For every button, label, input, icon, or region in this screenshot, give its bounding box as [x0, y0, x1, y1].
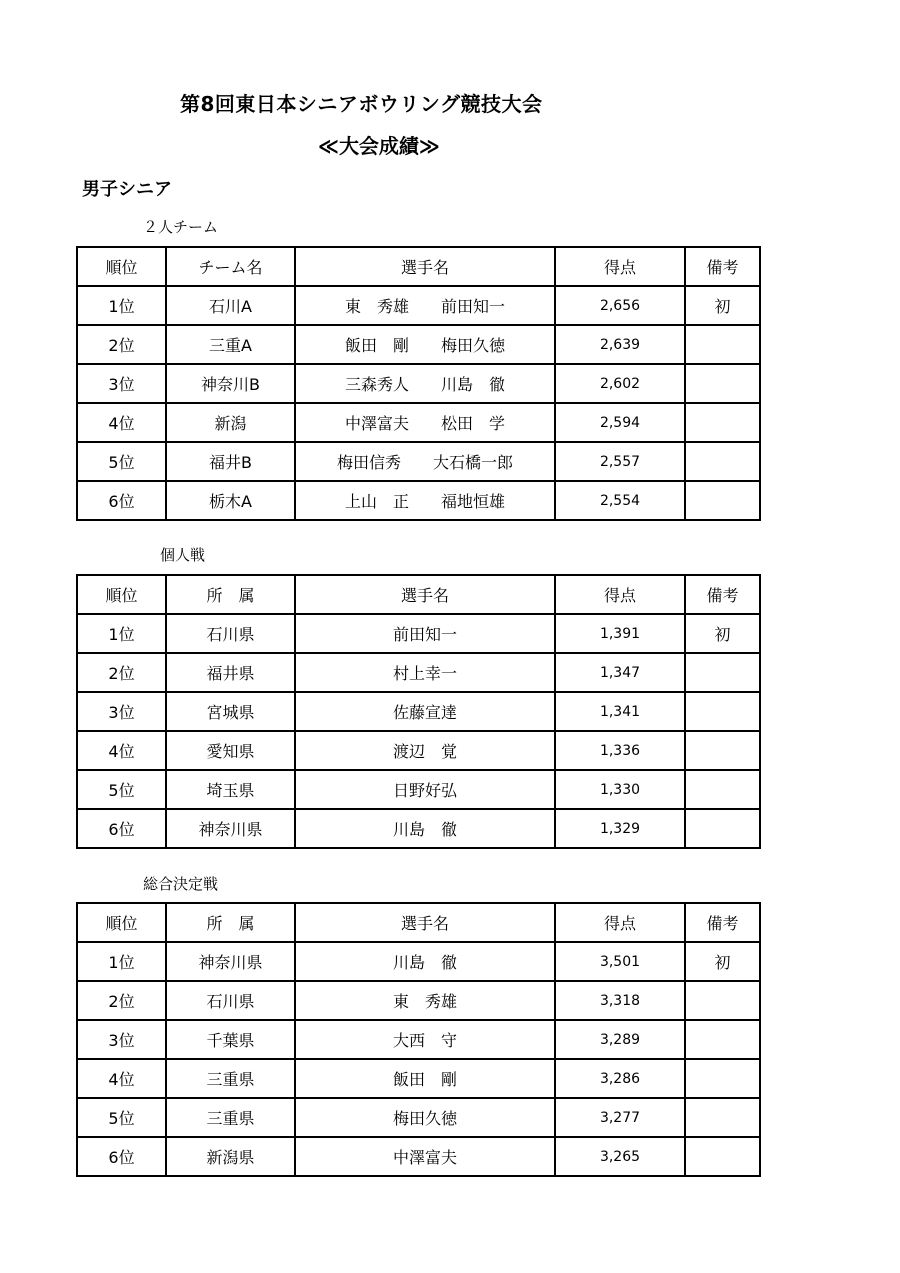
affiliation-cell: 千葉県 — [166, 1020, 295, 1059]
affiliation-cell: 埼玉県 — [166, 770, 295, 809]
score-cell: 3,277 — [555, 1098, 685, 1137]
results-table-overall — [76, 902, 761, 1177]
affiliation-cell: 三重県 — [166, 1059, 295, 1098]
header-players: 選手名 — [295, 903, 555, 942]
affiliation-cell: 三重県 — [166, 1098, 295, 1137]
rank-cell: 1位 — [77, 942, 166, 981]
table-row — [77, 692, 760, 731]
score-cell: 1,391 — [555, 614, 685, 653]
header-note: 備考 — [685, 247, 760, 286]
table-row — [77, 325, 760, 364]
players-cell: 村上幸一 — [295, 653, 555, 692]
note-cell — [685, 325, 760, 364]
table-row — [77, 364, 760, 403]
rank-cell: 2位 — [77, 981, 166, 1020]
results-table-team — [76, 246, 761, 521]
rank-cell: 2位 — [77, 653, 166, 692]
table-header-row — [77, 247, 760, 286]
header-note: 備考 — [685, 575, 760, 614]
table-row — [77, 809, 760, 848]
players-cell: 中澤富夫 — [295, 1137, 555, 1176]
players-cell: 東 秀雄 前田知一 — [295, 286, 555, 325]
players-cell: 日野好弘 — [295, 770, 555, 809]
players-cell: 三森秀人 川島 徹 — [295, 364, 555, 403]
note-cell — [685, 731, 760, 770]
score-cell: 2,554 — [555, 481, 685, 520]
players-cell: 川島 徹 — [295, 942, 555, 981]
note-cell — [685, 809, 760, 848]
rank-cell: 5位 — [77, 442, 166, 481]
table-header-row — [77, 575, 760, 614]
table-row — [77, 403, 760, 442]
players-cell: 前田知一 — [295, 614, 555, 653]
rank-cell: 1位 — [77, 614, 166, 653]
score-cell: 3,318 — [555, 981, 685, 1020]
rank-cell: 3位 — [77, 692, 166, 731]
rank-cell: 5位 — [77, 770, 166, 809]
note-cell — [685, 981, 760, 1020]
players-cell: 大西 守 — [295, 1020, 555, 1059]
note-cell — [685, 1059, 760, 1098]
header-score: 得点 — [555, 903, 685, 942]
players-cell: 梅田久徳 — [295, 1098, 555, 1137]
table-row — [77, 614, 760, 653]
header-rank: 順位 — [77, 247, 166, 286]
table-row — [77, 731, 760, 770]
table-row — [77, 1020, 760, 1059]
players-cell: 渡辺 覚 — [295, 731, 555, 770]
affiliation-cell: 新潟県 — [166, 1137, 295, 1176]
rank-cell: 6位 — [77, 481, 166, 520]
table-row — [77, 653, 760, 692]
affiliation-cell: 宮城県 — [166, 692, 295, 731]
players-cell: 中澤富夫 松田 学 — [295, 403, 555, 442]
score-cell: 1,336 — [555, 731, 685, 770]
note-cell — [685, 403, 760, 442]
affiliation-cell: 神奈川県 — [166, 809, 295, 848]
rank-cell: 5位 — [77, 1098, 166, 1137]
table-row — [77, 942, 760, 981]
affiliation-cell: 石川県 — [166, 614, 295, 653]
table-row — [77, 1098, 760, 1137]
score-cell: 1,329 — [555, 809, 685, 848]
note-cell — [685, 1098, 760, 1137]
table-header-row — [77, 903, 760, 942]
note-cell — [685, 364, 760, 403]
rank-cell: 2位 — [77, 325, 166, 364]
affiliation-cell: 福井県 — [166, 653, 295, 692]
note-cell — [685, 1137, 760, 1176]
rank-cell: 6位 — [77, 809, 166, 848]
header-players: 選手名 — [295, 575, 555, 614]
header-rank: 順位 — [77, 903, 166, 942]
score-cell: 2,594 — [555, 403, 685, 442]
score-cell: 2,656 — [555, 286, 685, 325]
header-affiliation: 所 属 — [166, 575, 295, 614]
category-heading: 男子シニア — [82, 179, 172, 200]
affiliation-cell: 三重A — [166, 325, 295, 364]
table-row — [77, 286, 760, 325]
header-players: 選手名 — [295, 247, 555, 286]
score-cell: 1,330 — [555, 770, 685, 809]
header-affiliation: 所 属 — [166, 903, 295, 942]
affiliation-cell: 神奈川県 — [166, 942, 295, 981]
note-cell: 初 — [685, 614, 760, 653]
score-cell: 2,602 — [555, 364, 685, 403]
note-cell — [685, 481, 760, 520]
table-row — [77, 442, 760, 481]
document-subtitle: ≪大会成績≫ — [318, 134, 440, 158]
header-score: 得点 — [555, 247, 685, 286]
players-cell: 飯田 剛 — [295, 1059, 555, 1098]
table-row — [77, 1059, 760, 1098]
note-cell — [685, 442, 760, 481]
affiliation-cell: 神奈川B — [166, 364, 295, 403]
rank-cell: 4位 — [77, 731, 166, 770]
section-label-individual: 個人戦 — [160, 546, 206, 564]
score-cell: 3,289 — [555, 1020, 685, 1059]
players-cell: 佐藤宣達 — [295, 692, 555, 731]
players-cell: 梅田信秀 大石橋一郎 — [295, 442, 555, 481]
rank-cell: 3位 — [77, 364, 166, 403]
score-cell: 2,639 — [555, 325, 685, 364]
note-cell: 初 — [685, 942, 760, 981]
section-label-overall: 総合決定戦 — [143, 875, 219, 893]
header-score: 得点 — [555, 575, 685, 614]
score-cell: 3,265 — [555, 1137, 685, 1176]
rank-cell: 4位 — [77, 1059, 166, 1098]
note-cell — [685, 653, 760, 692]
table-row — [77, 1137, 760, 1176]
affiliation-cell: 石川県 — [166, 981, 295, 1020]
document-title: 第8回東日本シニアボウリング競技大会 — [180, 92, 543, 116]
note-cell — [685, 692, 760, 731]
results-table-individual — [76, 574, 761, 849]
note-cell — [685, 1020, 760, 1059]
affiliation-cell: 福井B — [166, 442, 295, 481]
header-affiliation: チーム名 — [166, 247, 295, 286]
rank-cell: 1位 — [77, 286, 166, 325]
table-row — [77, 770, 760, 809]
table-row — [77, 981, 760, 1020]
players-cell: 東 秀雄 — [295, 981, 555, 1020]
score-cell: 1,341 — [555, 692, 685, 731]
score-cell: 1,347 — [555, 653, 685, 692]
score-cell: 3,286 — [555, 1059, 685, 1098]
note-cell — [685, 770, 760, 809]
score-cell: 3,501 — [555, 942, 685, 981]
header-note: 備考 — [685, 903, 760, 942]
affiliation-cell: 石川A — [166, 286, 295, 325]
players-cell: 川島 徹 — [295, 809, 555, 848]
rank-cell: 3位 — [77, 1020, 166, 1059]
affiliation-cell: 新潟 — [166, 403, 295, 442]
table-row — [77, 481, 760, 520]
header-rank: 順位 — [77, 575, 166, 614]
note-cell: 初 — [685, 286, 760, 325]
affiliation-cell: 栃木A — [166, 481, 295, 520]
players-cell: 飯田 剛 梅田久徳 — [295, 325, 555, 364]
section-label-team: ２人チーム — [143, 218, 219, 236]
players-cell: 上山 正 福地恒雄 — [295, 481, 555, 520]
rank-cell: 6位 — [77, 1137, 166, 1176]
affiliation-cell: 愛知県 — [166, 731, 295, 770]
score-cell: 2,557 — [555, 442, 685, 481]
rank-cell: 4位 — [77, 403, 166, 442]
